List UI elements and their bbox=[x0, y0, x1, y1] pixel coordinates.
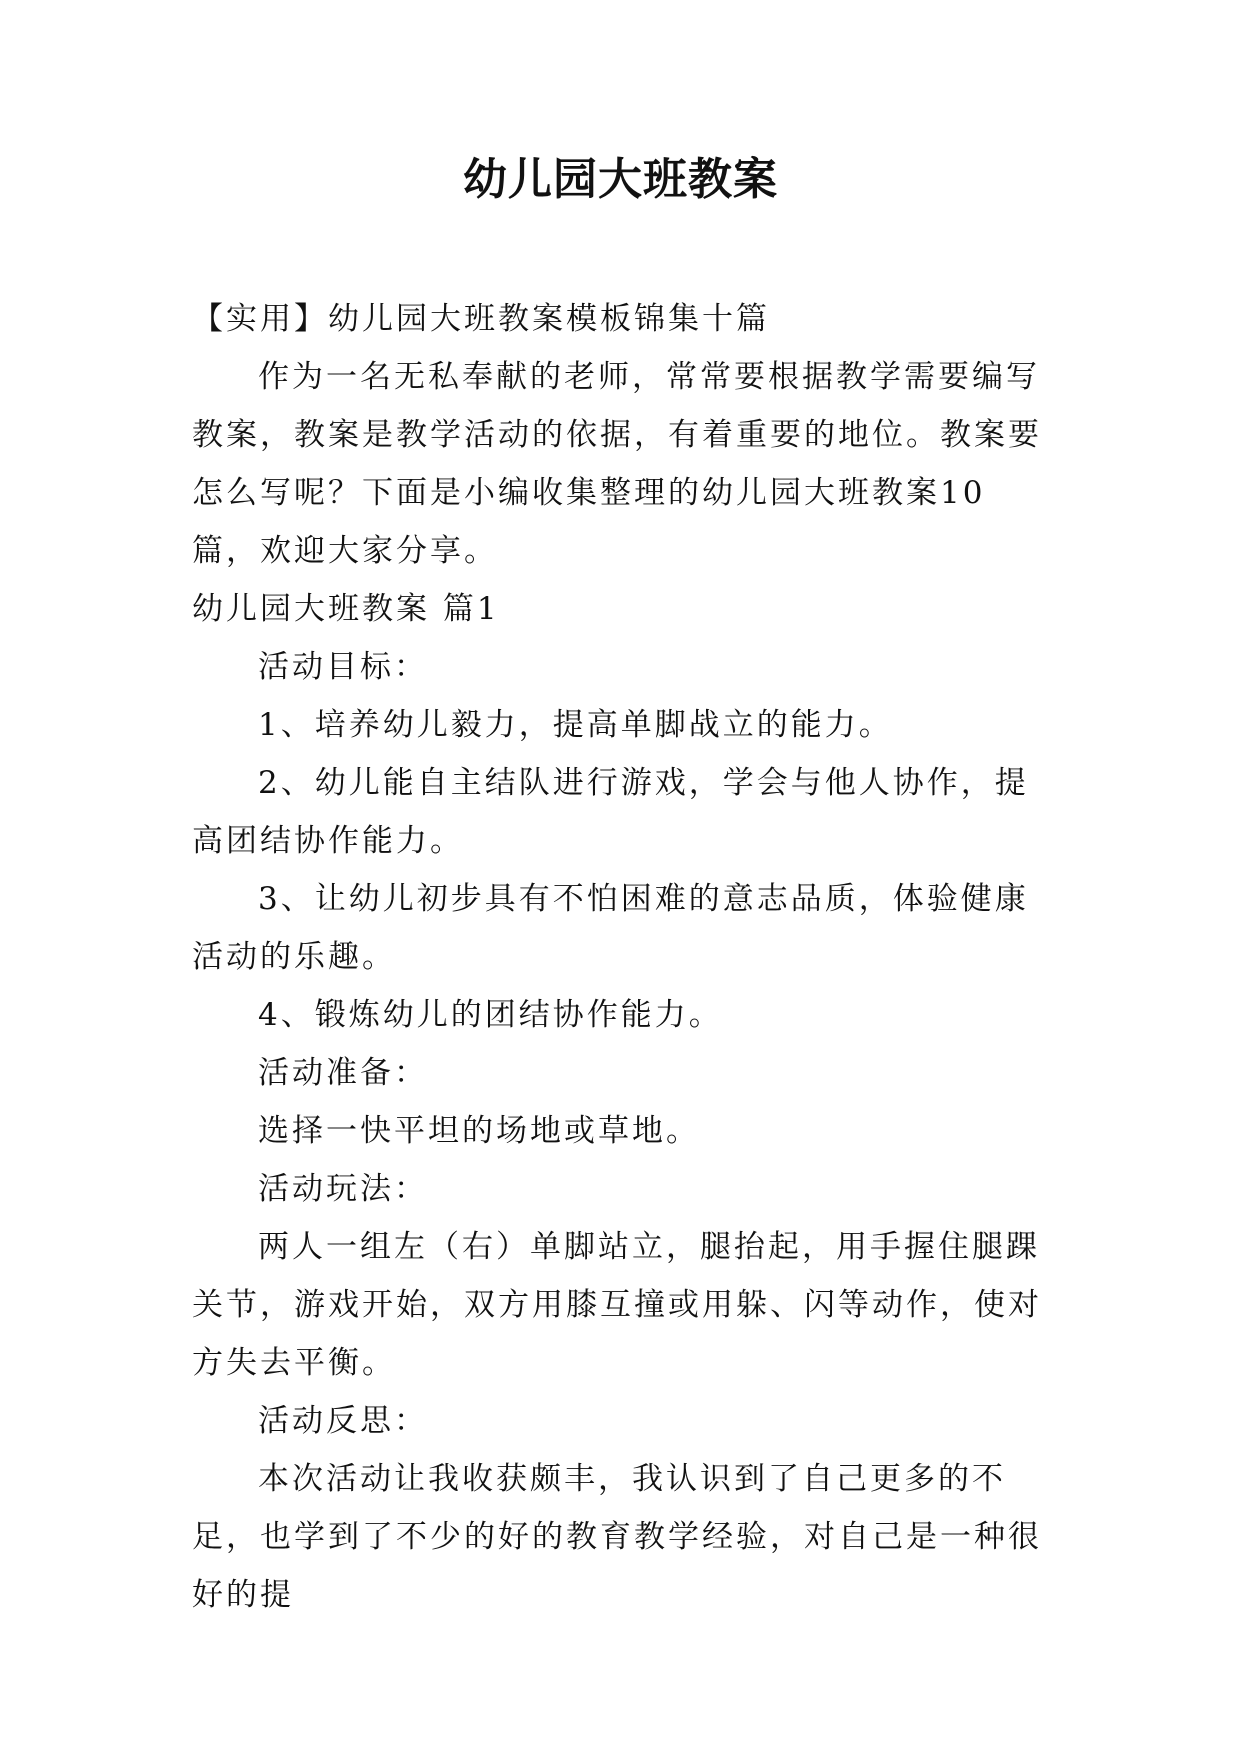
document-title: 幼儿园大班教案 bbox=[463, 154, 778, 205]
goal-item-1: 1、培养幼儿毅力，提高单脚战立的能力。 bbox=[258, 707, 893, 743]
gameplay-heading: 活动玩法： bbox=[258, 1171, 428, 1207]
document-body bbox=[192, 290, 1052, 1624]
goal-item-2: 2、幼儿能自主结队进行游戏，学会与他人协作，提高团结协作能力。 bbox=[192, 765, 1029, 859]
subtitle-line: 【实用】幼儿园大班教案模板锦集十篇 bbox=[192, 301, 770, 337]
section-heading: 幼儿园大班教案 篇1 bbox=[192, 591, 500, 627]
reflection-heading: 活动反思： bbox=[258, 1403, 428, 1439]
goal-item-3: 3、让幼儿初步具有不怕困难的意志品质，体验健康活动的乐趣。 bbox=[192, 881, 1029, 975]
reflection-text: 本次活动让我收获颇丰，我认识到了自己更多的不足，也学到了不少的好的教育教学经验，对自己是一种很好的提 bbox=[192, 1461, 1042, 1613]
goal-item-4: 4、锻炼幼儿的团结协作能力。 bbox=[258, 997, 723, 1033]
preparation-heading: 活动准备： bbox=[258, 1055, 428, 1091]
preparation-text: 选择一快平坦的场地或草地。 bbox=[258, 1113, 700, 1149]
intro-paragraph: 作为一名无私奉献的老师，常常要根据教学需要编写教案，教案是教学活动的依据，有着重要的地位。教案要怎么写呢？下面是小编收集整理的幼儿园大班教案10篇，欢迎大家分享。 bbox=[192, 359, 1042, 569]
gameplay-text: 两人一组左（右）单脚站立，腿抬起，用手握住腿踝关节，游戏开始，双方用膝互撞或用躲、闪等动作，使对方失去平衡。 bbox=[192, 1229, 1042, 1381]
goals-heading: 活动目标： bbox=[258, 649, 428, 685]
